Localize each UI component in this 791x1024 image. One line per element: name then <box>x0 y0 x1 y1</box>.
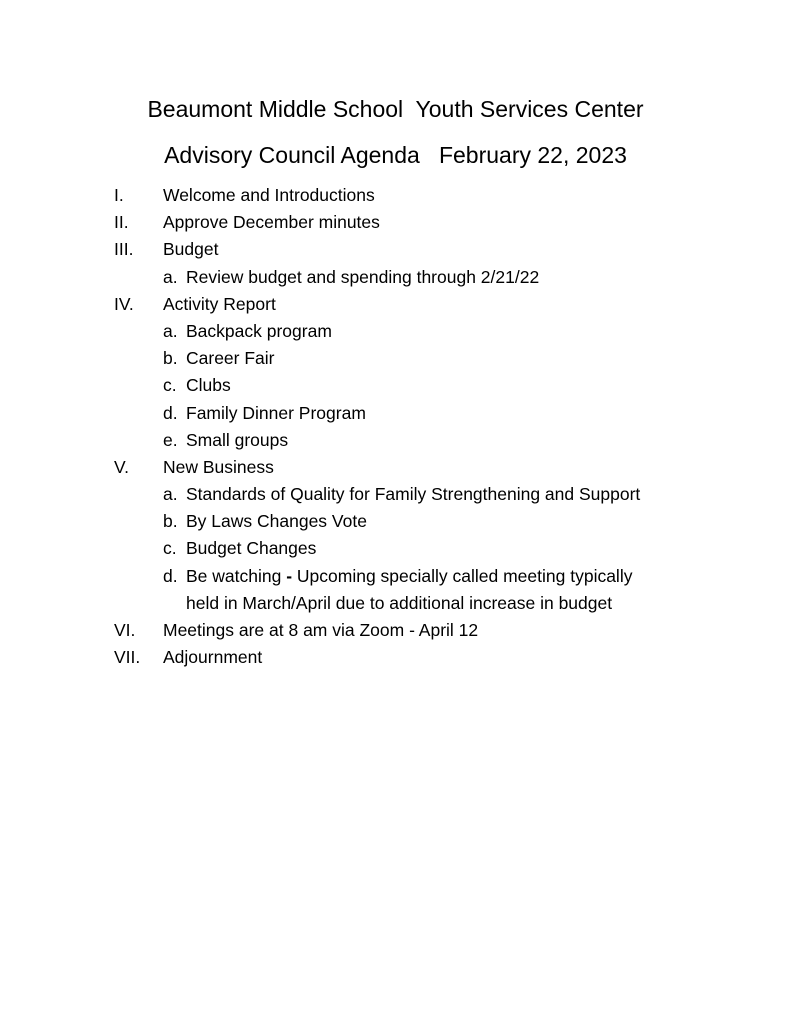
subitem-letter: a. <box>163 320 178 341</box>
dash-separator: - <box>286 565 293 586</box>
subitem-text-line2: held in March/April due to additional increase in budget <box>186 592 613 613</box>
item-number: III. <box>114 239 134 260</box>
item-number: VII. <box>114 647 141 668</box>
item-number: IV. <box>114 293 134 314</box>
agenda-subitem-v-a <box>114 481 734 508</box>
subitem-text: Career Fair <box>186 348 275 369</box>
subitem-letter: b. <box>163 348 178 369</box>
subitem-letter: c. <box>163 538 177 559</box>
item-number: I. <box>114 185 124 205</box>
subitem-letter: a. <box>163 484 178 505</box>
item-text: Adjournment <box>163 647 263 668</box>
document-title-line2: Advisory Council Agenda February 22, 2023 <box>164 142 627 168</box>
subitem-text: Budget Changes <box>186 538 317 559</box>
agenda-subitem-v-d-continued <box>114 590 734 617</box>
agenda-list <box>114 182 734 671</box>
agenda-subitem-v-b <box>114 508 734 535</box>
item-number: II. <box>114 212 129 233</box>
agenda-subitem-iv-d <box>114 400 734 427</box>
item-text: Activity Report <box>163 293 276 314</box>
agenda-item-vii <box>114 644 734 671</box>
subitem-letter: b. <box>163 511 178 532</box>
agenda-item-ii <box>114 209 734 236</box>
subitem-text: Standards of Quality for Family Strengthening and Support <box>186 484 641 505</box>
subitem-text-pre: Be watching <box>186 565 287 586</box>
agenda-item-i <box>114 182 734 209</box>
subitem-text: Family Dinner Program <box>186 402 366 423</box>
item-number: V. <box>114 456 129 477</box>
subitem-letter: a. <box>163 266 178 287</box>
agenda-item-iv <box>114 291 734 318</box>
agenda-subitem-iv-c <box>114 372 734 399</box>
item-text: New Business <box>163 456 274 477</box>
agenda-subitem-v-c <box>114 535 734 562</box>
agenda-subitem-iv-e <box>114 427 734 454</box>
subitem-letter: c. <box>163 375 177 396</box>
agenda-subitem-iv-a <box>114 318 734 345</box>
item-text: Welcome and Introductions <box>163 185 375 205</box>
subitem-text <box>186 563 632 590</box>
item-text: Budget <box>163 239 219 260</box>
subitem-text: Clubs <box>186 375 231 396</box>
subitem-text: Small groups <box>186 429 289 450</box>
document-title-line1: Beaumont Middle School Youth Services Center <box>147 96 644 122</box>
subitem-letter: d. <box>163 565 178 586</box>
subitem-text: Backpack program <box>186 320 332 341</box>
agenda-item-v <box>114 454 734 481</box>
item-number: VI. <box>114 620 136 640</box>
agenda-item-vi <box>114 617 734 644</box>
agenda-subitem-v-d <box>114 563 734 590</box>
agenda-subitem-iii-a <box>114 264 734 291</box>
subitem-text-post: Upcoming specially called meeting typically <box>292 565 633 586</box>
subitem-letter: e. <box>163 429 178 450</box>
subitem-letter: d. <box>163 402 178 423</box>
subitem-text: By Laws Changes Vote <box>186 511 367 532</box>
subitem-text: Review budget and spending through 2/21/22 <box>186 266 540 287</box>
agenda-item-iii <box>114 236 734 263</box>
item-text: Approve December minutes <box>163 212 380 233</box>
agenda-subitem-iv-b <box>114 345 734 372</box>
item-text: Meetings are at 8 am via Zoom - April 12 <box>163 620 479 640</box>
